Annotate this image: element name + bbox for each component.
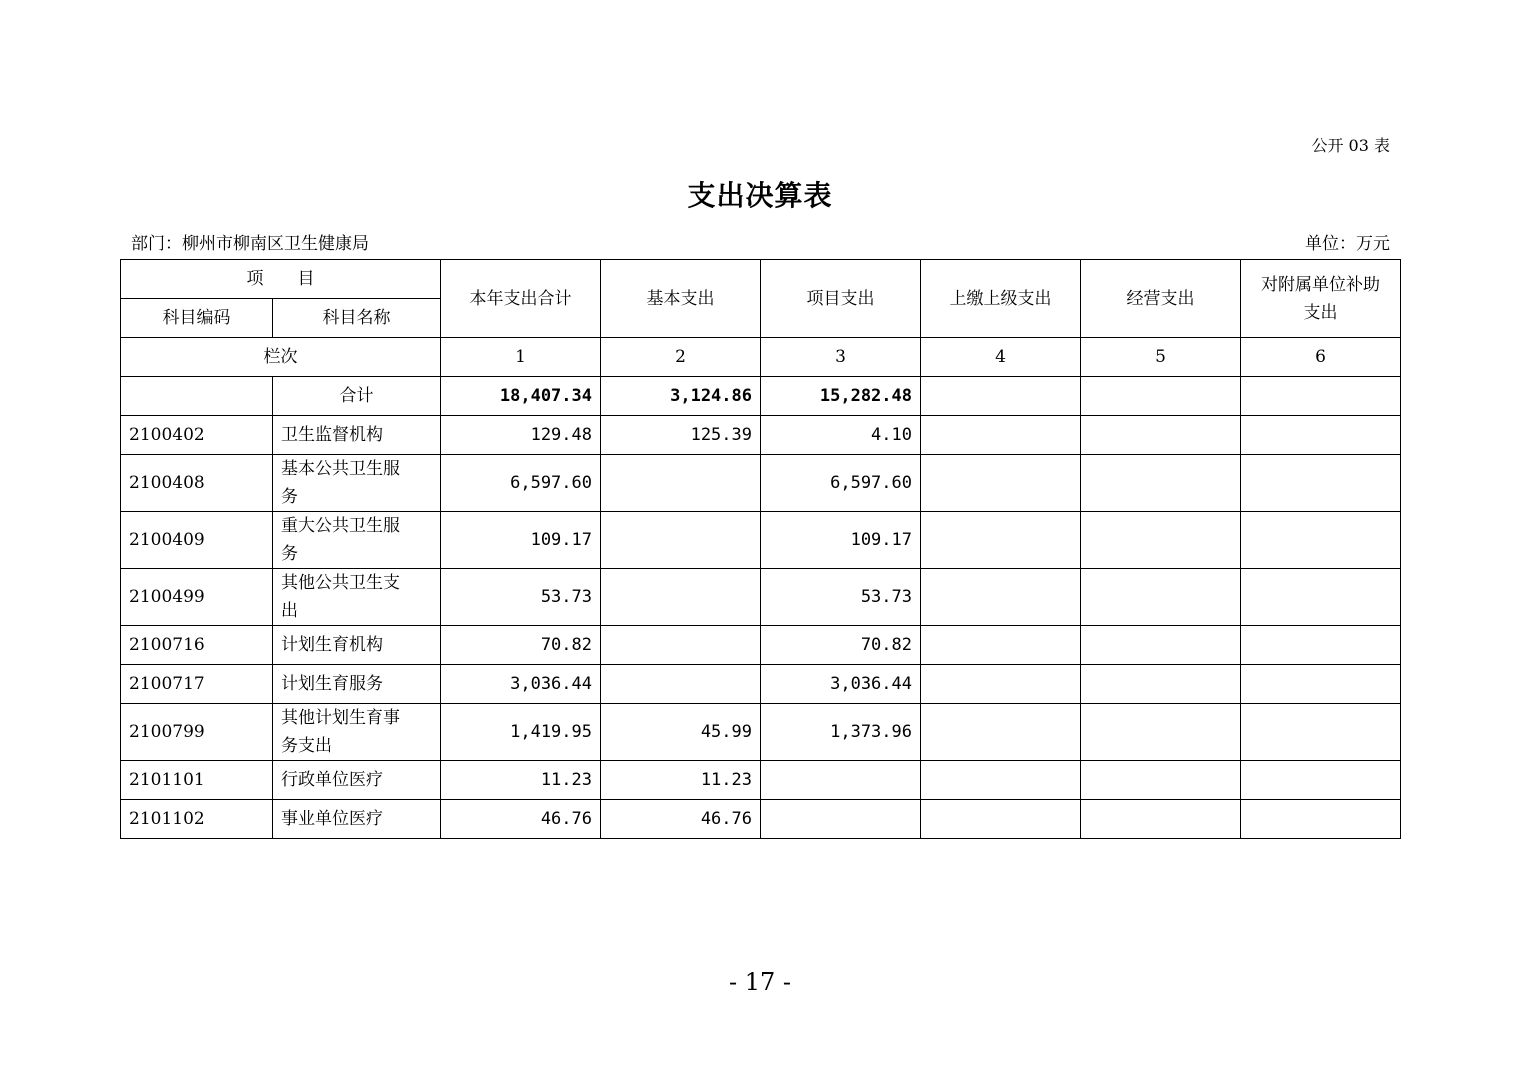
index-5: 5	[1081, 338, 1241, 377]
header-subsidy-line1: 对附属单位补助	[1261, 274, 1380, 295]
index-2: 2	[601, 338, 761, 377]
row-total: 6,597.60	[441, 455, 601, 512]
index-6: 6	[1241, 338, 1401, 377]
row-total: 53.73	[441, 569, 601, 626]
row-name	[273, 512, 441, 569]
row-code: 2100409	[121, 512, 273, 569]
unit-label: 单位：万元	[1305, 234, 1390, 254]
table-row	[121, 761, 1401, 800]
row-total: 3,036.44	[441, 665, 601, 704]
row-name	[273, 761, 441, 800]
row-name-line1: 事业单位医疗	[281, 809, 383, 829]
row-operating	[1081, 800, 1241, 839]
row-operating	[1081, 569, 1241, 626]
index-4: 4	[921, 338, 1081, 377]
row-subsidy	[1241, 455, 1401, 512]
row-name-line1: 计划生育服务	[281, 674, 383, 694]
row-remit	[921, 416, 1081, 455]
row-name-line1: 其他公共卫生支	[281, 573, 400, 593]
total-total: 18,407.34	[441, 377, 601, 416]
row-project	[761, 761, 921, 800]
row-project: 4.10	[761, 416, 921, 455]
total-project: 15,282.48	[761, 377, 921, 416]
row-name-line1: 重大公共卫生服	[281, 516, 400, 536]
row-project: 109.17	[761, 512, 921, 569]
header-subsidy	[1241, 260, 1401, 338]
row-basic	[601, 569, 761, 626]
row-name-line1: 计划生育机构	[281, 635, 383, 655]
row-name	[273, 626, 441, 665]
row-basic: 45.99	[601, 704, 761, 761]
table-row	[121, 512, 1401, 569]
row-remit	[921, 569, 1081, 626]
total-operating	[1081, 377, 1241, 416]
page-title: 支出决算表	[687, 179, 833, 212]
row-name-line1: 行政单位医疗	[281, 770, 383, 790]
row-subsidy	[1241, 800, 1401, 839]
form-number: 公开 03 表	[1311, 136, 1390, 155]
row-subsidy	[1241, 416, 1401, 455]
total-label: 合计	[273, 377, 441, 416]
row-name-line2: 务	[281, 544, 298, 564]
row-name-line2: 务支出	[281, 736, 332, 756]
index-row	[121, 338, 1401, 377]
row-project	[761, 800, 921, 839]
header-name: 科目名称	[273, 299, 441, 338]
row-subsidy	[1241, 512, 1401, 569]
row-basic: 125.39	[601, 416, 761, 455]
row-code: 2101101	[121, 761, 273, 800]
header-code: 科目编码	[121, 299, 273, 338]
row-operating	[1081, 416, 1241, 455]
row-operating	[1081, 512, 1241, 569]
row-operating	[1081, 626, 1241, 665]
row-code: 2100499	[121, 569, 273, 626]
row-total: 46.76	[441, 800, 601, 839]
table-row	[121, 455, 1401, 512]
row-remit	[921, 761, 1081, 800]
total-subsidy	[1241, 377, 1401, 416]
row-operating	[1081, 761, 1241, 800]
row-name	[273, 455, 441, 512]
row-project: 3,036.44	[761, 665, 921, 704]
row-operating	[1081, 704, 1241, 761]
index-3: 3	[761, 338, 921, 377]
row-total: 11.23	[441, 761, 601, 800]
row-basic	[601, 665, 761, 704]
row-basic: 46.76	[601, 800, 761, 839]
index-label: 栏次	[121, 338, 441, 377]
page-number: - 17 -	[728, 968, 791, 996]
table-row	[121, 800, 1401, 839]
row-basic: 11.23	[601, 761, 761, 800]
row-remit	[921, 665, 1081, 704]
header-row-1	[121, 260, 1401, 299]
table-row	[121, 704, 1401, 761]
row-name	[273, 416, 441, 455]
header-operating: 经营支出	[1081, 260, 1241, 338]
row-project: 1,373.96	[761, 704, 921, 761]
row-name	[273, 800, 441, 839]
total-basic: 3,124.86	[601, 377, 761, 416]
table-row	[121, 665, 1401, 704]
row-remit	[921, 800, 1081, 839]
row-name-line1: 卫生监督机构	[281, 425, 383, 445]
table-row	[121, 626, 1401, 665]
row-code: 2100717	[121, 665, 273, 704]
row-remit	[921, 626, 1081, 665]
row-name-line1: 其他计划生育事	[281, 708, 400, 728]
row-subsidy	[1241, 569, 1401, 626]
row-subsidy	[1241, 761, 1401, 800]
row-total: 129.48	[441, 416, 601, 455]
row-subsidy	[1241, 704, 1401, 761]
row-project: 53.73	[761, 569, 921, 626]
row-operating	[1081, 455, 1241, 512]
row-basic	[601, 455, 761, 512]
row-basic	[601, 512, 761, 569]
row-name	[273, 665, 441, 704]
row-remit	[921, 512, 1081, 569]
header-project: 项目支出	[761, 260, 921, 338]
row-project: 6,597.60	[761, 455, 921, 512]
table-row	[121, 416, 1401, 455]
row-total: 70.82	[441, 626, 601, 665]
row-code: 2100408	[121, 455, 273, 512]
row-basic	[601, 626, 761, 665]
row-code: 2101102	[121, 800, 273, 839]
header-basic: 基本支出	[601, 260, 761, 338]
row-subsidy	[1241, 665, 1401, 704]
row-code: 2100402	[121, 416, 273, 455]
header-total: 本年支出合计	[441, 260, 601, 338]
table-row	[121, 569, 1401, 626]
row-total: 1,419.95	[441, 704, 601, 761]
row-remit	[921, 455, 1081, 512]
row-name	[273, 704, 441, 761]
row-project: 70.82	[761, 626, 921, 665]
row-name	[273, 569, 441, 626]
header-item: 项 目	[121, 260, 441, 299]
row-subsidy	[1241, 626, 1401, 665]
total-row	[121, 377, 1401, 416]
header-subsidy-line2: 支出	[1303, 302, 1338, 323]
row-code: 2100716	[121, 626, 273, 665]
index-1: 1	[441, 338, 601, 377]
row-name-line2: 出	[281, 601, 298, 621]
total-remit	[921, 377, 1081, 416]
expenditure-table	[120, 259, 1401, 839]
department-label: 部门：柳州市柳南区卫生健康局	[131, 234, 369, 254]
row-remit	[921, 704, 1081, 761]
row-name-line1: 基本公共卫生服	[281, 459, 400, 479]
row-operating	[1081, 665, 1241, 704]
row-total: 109.17	[441, 512, 601, 569]
row-code: 2100799	[121, 704, 273, 761]
header-remit-superior: 上缴上级支出	[921, 260, 1081, 338]
row-name-line2: 务	[281, 487, 298, 507]
total-code	[121, 377, 273, 416]
